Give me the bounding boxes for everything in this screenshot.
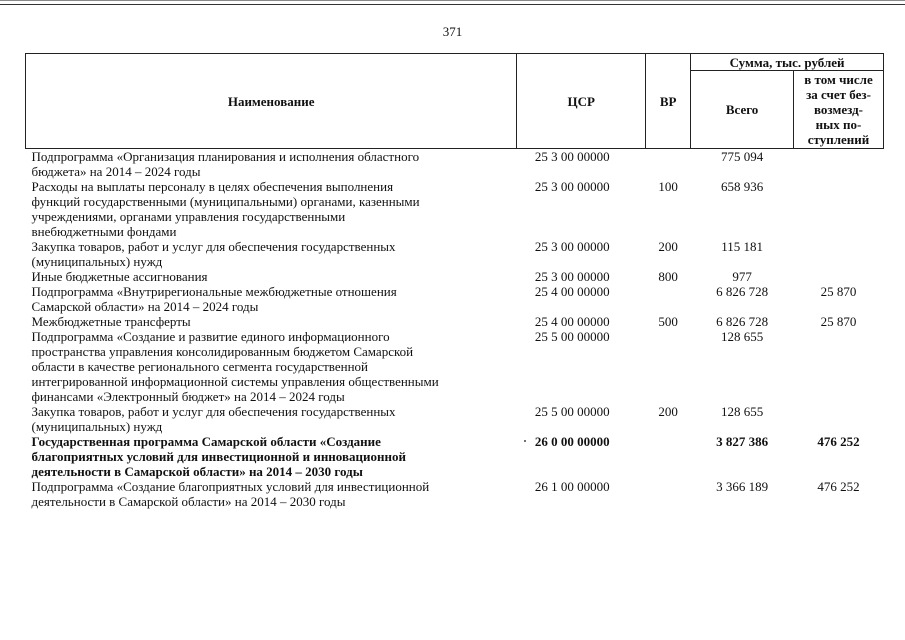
row-name [26,404,517,434]
budget-table [25,53,884,509]
row-total: 3 366 189 [716,479,769,494]
row-name [26,239,517,269]
table-row [26,269,884,284]
row-vr [646,149,691,180]
row-name [26,179,517,239]
row-name-line: Самарской области» на 2014 – 2024 годы [31,299,259,314]
top-edge-line [0,0,905,1]
row-name-line: Подпрограмма «Создание благоприятных условий для инвестиционной [31,479,430,494]
row-bez [794,269,884,284]
row-csr: 25 4 00 00000 [534,284,610,299]
row-total: 128 655 [720,329,764,344]
header-vr: ВР [646,54,691,149]
row-bez [794,179,884,239]
header-bez-line: ных по- [815,117,862,132]
header-bez [794,71,884,149]
scan-speck [524,440,526,442]
row-name-line: Подпрограмма «Организация планирования и исполнения областного [31,149,420,164]
row-name [26,149,517,180]
row-bez [794,239,884,269]
row-csr: 25 4 00 00000 [534,314,610,329]
row-bez [794,149,884,180]
row-name-line: финансами «Электронный бюджет» на 2014 – 2024 годы [31,389,345,404]
row-total: 977 [732,269,752,284]
row-vr [646,284,691,314]
row-total: 128 655 [720,404,764,419]
row-csr: 25 3 00 00000 [534,149,610,164]
table-body [26,149,884,510]
table-row [26,149,884,180]
row-total: 775 094 [720,149,764,164]
row-name [26,314,517,329]
table-row [26,239,884,269]
table-row [26,479,884,509]
row-vr: 200 [658,239,678,254]
row-total: 6 826 728 [716,314,769,329]
table-row [26,404,884,434]
row-vr [646,434,691,479]
row-name [26,434,517,479]
row-name-line: Расходы на выплаты персоналу в целях обеспечения выполнения [31,179,394,194]
row-vr: 100 [658,179,678,194]
header-bez-line: ступлений [807,132,870,147]
header-total: Всего [691,71,794,149]
row-name [26,329,517,404]
header-name: Наименование [26,54,517,149]
row-name-line: области в качестве регионального сегмента государственной [31,359,368,374]
row-total: 115 181 [721,239,763,254]
row-bez: 25 870 [820,314,857,329]
row-total: 658 936 [720,179,764,194]
row-csr: 26 1 00 00000 [534,479,610,494]
table-row [26,179,884,239]
row-name-line: (муниципальных) нужд [31,254,163,269]
row-bez [794,404,884,434]
row-name-line: Закупка товаров, работ и услуг для обеспечения государственных [31,239,396,254]
row-name-line: деятельности в Самарской области» на 2014 – 2030 годы [31,464,363,479]
row-name-line: внебюджетными фондами [31,224,177,239]
row-name [26,284,517,314]
row-bez: 476 252 [817,434,860,449]
header-bez-line: в том числе [804,72,873,87]
row-name [26,269,517,284]
row-total: 3 827 386 [716,434,769,449]
row-name-line: Иные бюджетные ассигнования [31,269,208,284]
row-name-line: функций государственными (муниципальными) органами, казенными [31,194,420,209]
table-row [26,329,884,404]
row-name-line: Межбюджетные трансферты [31,314,191,329]
row-name-line: учреждениями, органами управления государственными [31,209,346,224]
table-row [26,314,884,329]
row-total: 6 826 728 [716,284,769,299]
table-row [26,434,884,479]
top-rule [0,4,905,5]
row-vr [646,479,691,509]
row-csr: 25 3 00 00000 [534,269,610,284]
page-number: 371 [442,24,463,39]
row-name-line: благоприятных условий для инвестиционной и инновационной [31,449,406,464]
row-csr: 25 3 00 00000 [534,179,610,194]
table-row [26,284,884,314]
row-name [26,479,517,509]
header-csr: ЦСР [517,54,646,149]
row-name-line: бюджета» на 2014 – 2024 годы [31,164,201,179]
row-name-line: интегрированной информационной системы управления общественными [31,374,439,389]
row-csr: 25 3 00 00000 [534,239,610,254]
row-bez: 476 252 [817,479,860,494]
row-csr: 26 0 00 00000 [534,434,610,449]
row-name-line: Государственная программа Самарской области «Создание [31,434,381,449]
row-vr [646,329,691,404]
row-vr: 800 [658,269,678,284]
row-vr: 200 [658,404,678,419]
row-name-line: Закупка товаров, работ и услуг для обеспечения государственных [31,404,396,419]
row-name-line: пространства управления консолидированным бюджетом Самарской [31,344,414,359]
row-name-line: деятельности в Самарской области» на 2014 – 2030 годы [31,494,346,509]
row-name-line: Подпрограмма «Внутрирегиональные межбюджетные отношения [31,284,397,299]
row-csr: 25 5 00 00000 [534,404,610,419]
header-bez-line: возмезд- [814,102,863,117]
row-name-line: Подпрограмма «Создание и развитие единого информационного [31,329,390,344]
row-csr: 25 5 00 00000 [534,329,610,344]
header-bez-line: за счет без- [806,87,871,102]
row-bez [794,329,884,404]
header-sum: Сумма, тыс. рублей [691,54,884,71]
row-name-line: (муниципальных) нужд [31,419,163,434]
row-vr: 500 [658,314,678,329]
row-bez: 25 870 [820,284,857,299]
